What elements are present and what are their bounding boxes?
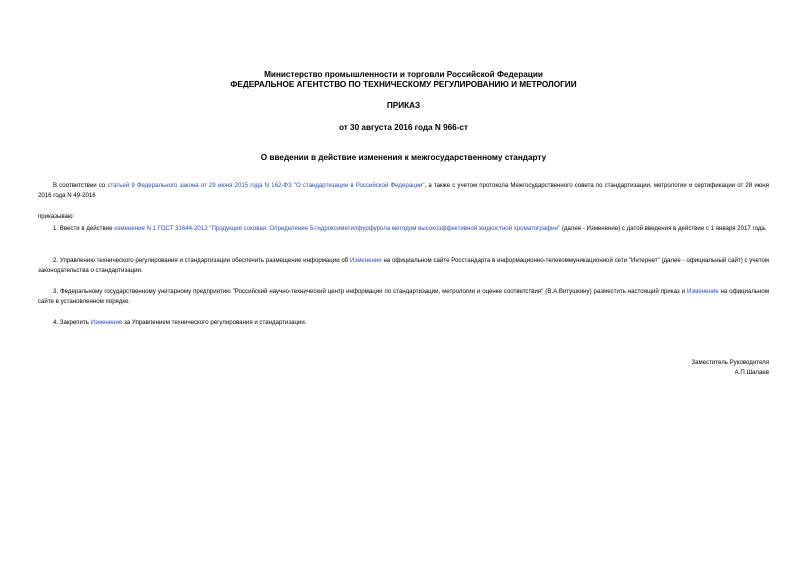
paragraph-item-4	[38, 318, 769, 328]
paragraph-item-1	[38, 224, 769, 234]
document-type: ПРИКАЗ	[386, 101, 421, 110]
paragraph-basis-suffix: , а также с учетом протокола Межгосударственного совета по стандартизации, метрологии и сертификации от 28 июня 2016 года N 49-2016	[38, 182, 769, 199]
paragraph-item-3-suffix: на официальном сайте в установленном порядке.	[38, 288, 770, 305]
paragraph-item-1-prefix: 1. Ввести в действие	[53, 225, 115, 232]
paragraph-item-3	[38, 287, 769, 307]
document-date: от 30 августа 2016 года N 966-ст	[338, 123, 469, 132]
standard-amendment-link[interactable]: изменение N 1 ГОСТ 31644-2012 "Продукция соковая. Определение 5-гидроксиметилфурфурола методом высокоэффективной жидкостной хроматографии"	[114, 225, 561, 232]
ministry-heading: Министерство промышленности и торговли Российской Федерации	[264, 70, 543, 79]
law-article-link[interactable]: статьей 9 Федерального закона от 29 июня 2015 года N 162-ФЗ "О стандартизации в Российской Федерации"	[107, 182, 425, 189]
amendment-link-3[interactable]: Изменение	[686, 288, 719, 295]
signatory-position: Заместитель Руководителя	[691, 359, 769, 366]
paragraph-item-2-prefix: 2. Управлению технического регулирования и стандартизации обеспечить размещение информации об	[53, 257, 351, 264]
paragraph-item-3-prefix: 3. Федеральному государственному унитарному предприятию "Российский научно-технический центр информации по стандартизации, метрологии и оценке соответствия" (В.А.Витушкину) разместить настоящий приказ и	[53, 288, 687, 295]
agency-heading: ФЕДЕРАЛЬНОЕ АГЕНТСТВО ПО ТЕХНИЧЕСКОМУ РЕГУЛИРОВАНИЮ И МЕТРОЛОГИИ	[230, 80, 577, 89]
paragraph-item-4-suffix: за Управлением технического регулирования и стандартизации.	[122, 319, 307, 326]
paragraph-item-1-suffix: (далее - Изменение) с датой введения в действие с 1 января 2017 года.	[560, 225, 767, 232]
document-title: О введении в действие изменения к межгосударственному стандарту	[260, 153, 547, 162]
paragraph-basis-prefix: В соответствии со	[53, 182, 108, 189]
amendment-link-4[interactable]: Изменение	[90, 319, 123, 326]
paragraph-item-2	[38, 256, 769, 276]
paragraph-basis	[38, 181, 769, 201]
paragraph-item-2-suffix: на официальном сайте Росстандарта в информационно-телекоммуникационной сети "Интернет" (далее - официальный сайт) с учетом законодательства о стандартизации.	[38, 257, 770, 274]
signatory-name: А.П.Шалаев	[734, 369, 769, 376]
amendment-link-2[interactable]: Изменении	[350, 257, 382, 264]
paragraph-order: приказываю:	[38, 213, 75, 220]
paragraph-item-4-prefix: 4. Закрепить	[53, 319, 91, 326]
